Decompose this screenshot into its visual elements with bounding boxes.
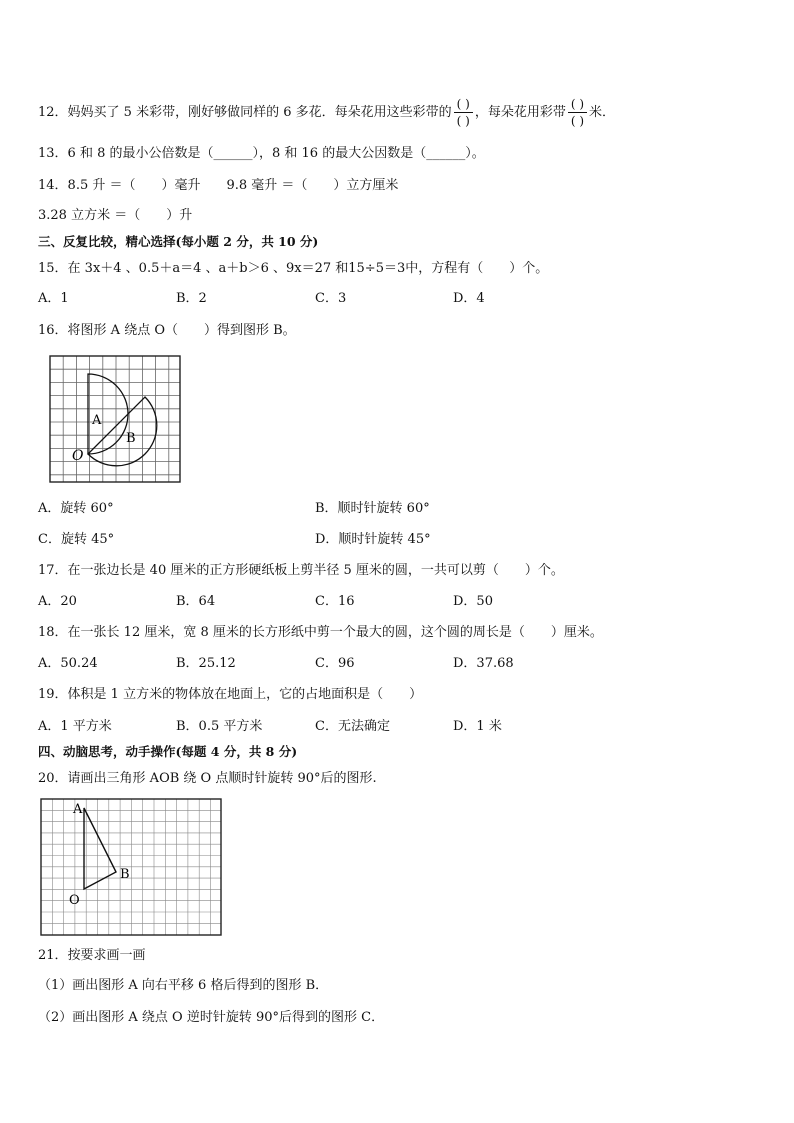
q16-option-b[interactable]: B．顺时针旋转 60°	[315, 501, 430, 516]
question-16-stem: 16．将图形 A 绕点 O（ ）得到图形 B。	[38, 323, 296, 338]
question-19-stem: 19．体积是 1 立方米的物体放在地面上，它的占地面积是（ ）	[38, 687, 423, 702]
q17-option-b[interactable]: B．64	[176, 594, 216, 609]
q12-text-c: 米．	[589, 105, 616, 120]
question-21-part-2: （2）画出图形 A 绕点 O 逆时针旋转 90°后得到的图形 C．	[38, 1010, 385, 1025]
q16-rotation-figure	[48, 354, 184, 486]
q15-option-c[interactable]: C．3	[315, 291, 347, 306]
q18-option-a[interactable]: A．50.24	[38, 656, 98, 671]
q20-grid-figure	[40, 798, 222, 936]
q12-text-a: 12．妈妈买了 5 米彩带，刚好够做同样的 6 多花．每朵花用这些彩带的	[38, 105, 452, 120]
question-15-stem: 15．在 3x＋4 、0.5＋a＝4 、a＋b＞6 、9x＝27 和15÷5＝3中，方程有（ ）个。	[38, 261, 549, 276]
label-A: A	[73, 802, 83, 817]
label-O: O	[69, 893, 80, 908]
q19-option-a[interactable]: A．1 平方米	[38, 719, 112, 734]
question-18-stem: 18．在一张长 12 厘米，宽 8 厘米的长方形纸中剪一个最大的圆，这个圆的周长是（ ）厘米。	[38, 625, 603, 640]
label-B: B	[126, 431, 136, 446]
question-21-part-1: （1）画出图形 A 向右平移 6 格后得到的图形 B．	[38, 978, 329, 993]
q17-option-c[interactable]: C．16	[315, 594, 355, 609]
q16-option-d[interactable]: D．顺时针旋转 45°	[315, 532, 431, 547]
q12-text-b: ，每朵花用彩带	[474, 105, 566, 120]
label-A: A	[92, 413, 102, 428]
q19-option-d[interactable]: D．1 米	[453, 719, 502, 734]
q19-option-c[interactable]: C．无法确定	[315, 719, 390, 734]
label-B: B	[120, 867, 130, 882]
fraction-blank-1[interactable]: $\frac{( )}{( )}$	[454, 96, 473, 129]
q18-option-b[interactable]: B．25.12	[176, 656, 236, 671]
question-14-line-1: 14．8.5 升 ＝（ ）毫升 9.8 毫升 ＝（ ）立方厘米	[38, 178, 399, 193]
question-14-line-2: 3.28 立方米 ＝（ ）升	[38, 208, 193, 223]
q18-option-d[interactable]: D．37.68	[453, 656, 514, 671]
q15-option-b[interactable]: B．2	[176, 291, 207, 306]
q15-option-a[interactable]: A．1	[38, 291, 69, 306]
question-13: 13．6 和 8 的最小公倍数是（______），8 和 16 的最大公因数是（______）。	[38, 146, 485, 161]
fraction-blank-2[interactable]: $\frac{( )}{( )}$	[568, 96, 587, 129]
q16-option-c[interactable]: C．旋转 45°	[38, 532, 115, 547]
question-20-stem: 20．请画出三角形 AOB 绕 O 点顺时针旋转 90°后的图形.	[38, 771, 377, 786]
section-3-heading: 三、反复比较，精心选择(每小题 2 分，共 10 分)	[38, 234, 319, 249]
label-O: O	[72, 448, 84, 464]
q18-option-c[interactable]: C．96	[315, 656, 355, 671]
question-21-stem: 21．按要求画一画	[38, 948, 146, 963]
question-12	[38, 96, 615, 129]
q17-option-a[interactable]: A．20	[38, 594, 77, 609]
question-17-stem: 17．在一张边长是 40 厘米的正方形硬纸板上剪半径 5 厘米的圆，一共可以剪（ ）个。	[38, 563, 564, 578]
section-4-heading: 四、动脑思考，动手操作(每题 4 分，共 8 分)	[38, 744, 298, 759]
q15-option-d[interactable]: D．4	[453, 291, 485, 306]
q19-option-b[interactable]: B．0.5 平方米	[176, 719, 263, 734]
q17-option-d[interactable]: D．50	[453, 594, 493, 609]
q16-option-a[interactable]: A．旋转 60°	[38, 501, 114, 516]
